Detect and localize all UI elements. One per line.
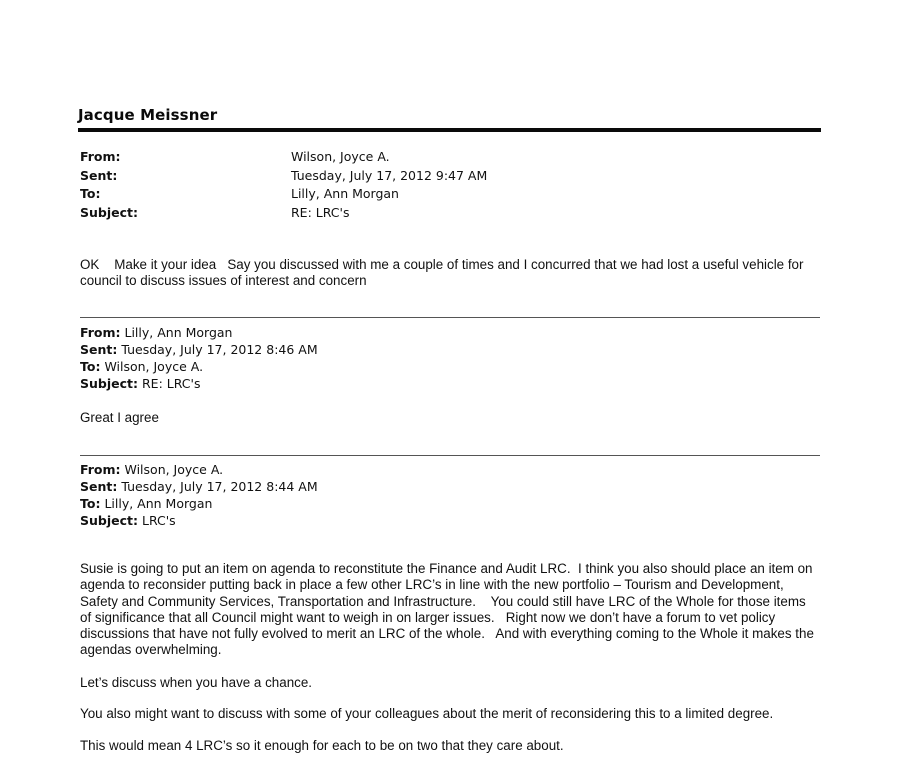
reply-2-subject: [80, 512, 318, 529]
header-value-sent: Tuesday, July 17, 2012 8:46 AM: [121, 342, 318, 357]
header-row-subject: [80, 204, 487, 223]
header-label: Subject:: [80, 513, 138, 528]
header-value-subject: LRC's: [141, 513, 176, 528]
reply-2-paragraph-4: This would mean 4 LRC’s so it enough for each to be on two that they care about.: [80, 738, 564, 753]
reply-2-from: [80, 461, 318, 478]
header-row-sent: [80, 167, 487, 186]
reply-1-to: [80, 358, 318, 375]
reply-2-paragraph-2: Let’s discuss when you have a chance.: [80, 675, 313, 690]
header-label: To:: [80, 186, 101, 201]
header-label: Sent:: [80, 479, 118, 494]
reply-1-subject: [80, 375, 318, 392]
header-value-sent: Tuesday, July 17, 2012 9:47 AM: [291, 167, 488, 183]
message-divider: [80, 455, 820, 456]
top-message-header: [80, 148, 487, 222]
header-label: From:: [80, 325, 121, 340]
header-label: From:: [80, 462, 121, 477]
header-row-to: [80, 185, 487, 204]
reply-1-from: [80, 324, 318, 341]
reply-1-body: Great I agree: [80, 410, 159, 425]
header-value-from: Wilson, Joyce A.: [291, 149, 390, 164]
header-label: Sent:: [80, 342, 118, 357]
header-value-subject: RE: LRC's: [291, 204, 350, 220]
header-label: Sent:: [80, 167, 118, 183]
document-title: Jacque Meissner: [78, 106, 218, 124]
header-label: To:: [80, 359, 101, 374]
message-divider: [80, 317, 820, 318]
header-value-from: Wilson, Joyce A.: [124, 462, 224, 477]
reply-1-header: [80, 324, 318, 392]
top-message-body: OK Make it your idea Say you discussed with me a couple of times and I concurred that we had lost a useful vehicle for council to discuss issues of interest and concern: [80, 257, 808, 289]
header-value-to: Wilson, Joyce A.: [104, 359, 204, 374]
reply-2-sent: [80, 478, 318, 495]
reply-2-paragraph-1: Susie is going to put an item on agenda to reconstitute the Finance and Audit LRC. I think you also should place an item on agenda to reconsider putting back in place a few other LRC’s in line with the new portfolio – Tourism and Development, Safety and Community Services, Transportation and Infrastructure. You could still have LRC of the Whole for those items of significance that all Council might want to weigh in on larger issues. Right now we don’t have a forum to vet policy discussions that have not fully evolved to merit an LRC of the whole. And with everything coming to the Whole it makes the agendas overwhelming.: [80, 561, 818, 658]
header-label: Subject:: [80, 376, 138, 391]
header-label: Subject:: [80, 204, 138, 220]
reply-2-to: [80, 495, 318, 512]
header-row-from: [80, 148, 487, 167]
reply-1-sent: [80, 341, 318, 358]
title-rule: [78, 128, 821, 132]
header-value-from: Lilly, Ann Morgan: [124, 325, 233, 340]
header-value-to: Lilly, Ann Morgan: [104, 496, 213, 511]
reply-2-header: [80, 461, 318, 529]
header-value-subject: RE: LRC's: [141, 376, 201, 391]
reply-2-paragraph-3: You also might want to discuss with some of your colleagues about the merit of reconsidering this to a limited degree.: [80, 706, 774, 721]
header-label: To:: [80, 496, 101, 511]
header-value-to: Lilly, Ann Morgan: [291, 186, 399, 201]
header-label: From:: [80, 149, 121, 164]
header-value-sent: Tuesday, July 17, 2012 8:44 AM: [121, 479, 318, 494]
